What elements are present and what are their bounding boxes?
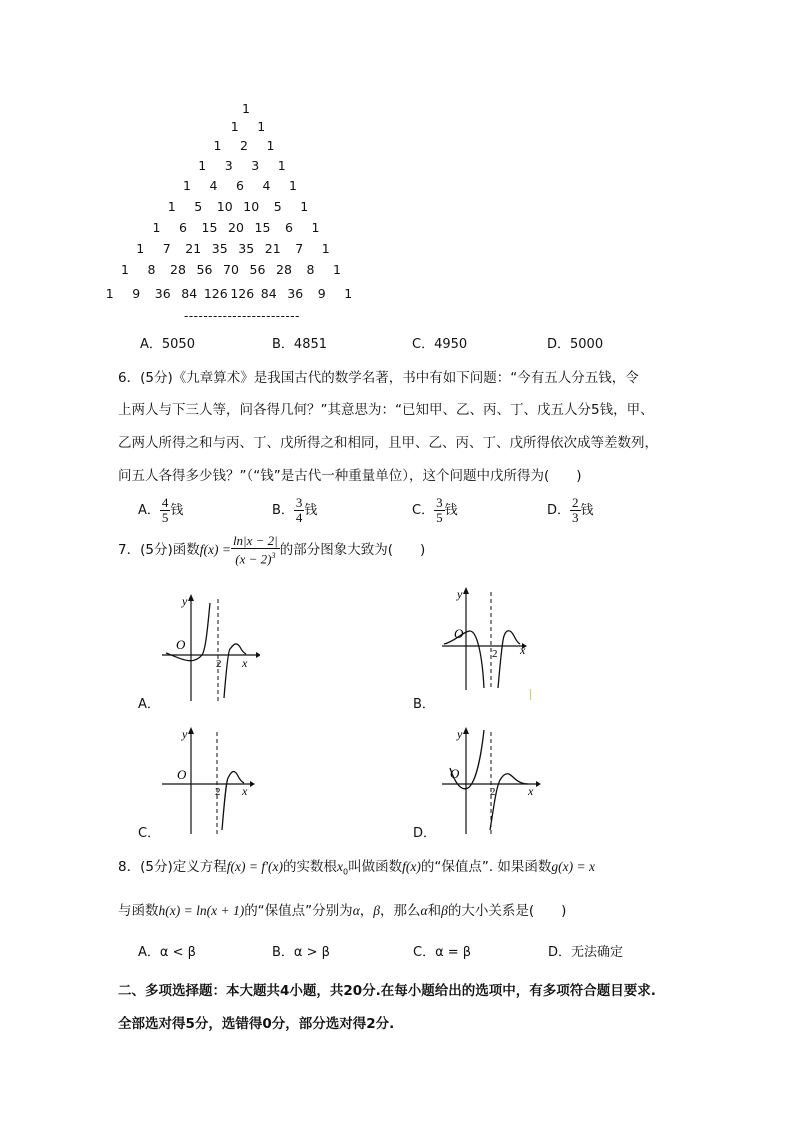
triangle-value: 9 <box>132 286 141 301</box>
triangle-value: 4 <box>209 178 218 193</box>
triangle-value: 15 <box>201 220 218 235</box>
q7-graph-a <box>160 593 260 705</box>
triangle-value: 7 <box>295 241 304 256</box>
triangle-value: 2 <box>240 138 248 153</box>
origin-label: O <box>454 626 464 641</box>
triangle-value: 126 <box>203 286 228 301</box>
triangle-value: 36 <box>287 286 304 301</box>
q5-choice-d: D．5000 <box>547 337 604 352</box>
triangle-value: 5 <box>194 199 203 214</box>
triangle-value: 7 <box>162 241 171 256</box>
q7-choice-d: D． <box>413 826 437 841</box>
y-axis-label: y <box>182 594 188 608</box>
x-axis-label: x <box>528 784 534 798</box>
q7-choice-c: C． <box>138 826 161 841</box>
triangle-value: 1 <box>152 220 161 235</box>
triangle-value: 56 <box>196 262 213 277</box>
triangle-value: 8 <box>306 262 315 277</box>
q6-choice-b: B． $\frac{3}{4}$ 钱 <box>272 495 318 525</box>
triangle-value: 6 <box>236 178 244 193</box>
triangle-value: 9 <box>317 286 326 301</box>
triangle-value: 1 <box>242 101 250 116</box>
triangle-value: 6 <box>179 220 187 235</box>
triangle-value: 5 <box>273 199 282 214</box>
x-axis-label: x <box>520 643 526 657</box>
triangle-value: 126 <box>230 286 255 301</box>
q8-line-2: 与函数h(x) = ln(x + 1)的“保值点”分别为α，β，那么α和β的大小关系是( ) <box>118 903 567 919</box>
triangle-value: 35 <box>238 241 255 256</box>
section2-line-1: 二、多项选择题：本大题共4小题，共20分.在每小题给出的选项中，有多项符合题目要求. <box>118 983 656 999</box>
q5-choice-c: C．4950 <box>412 337 468 352</box>
triangle-value: 1 <box>257 119 266 134</box>
tick-2: 2 <box>215 786 221 798</box>
triangle-value: 56 <box>249 262 266 277</box>
triangle-value: 10 <box>216 199 233 214</box>
triangle-value: 1 <box>344 286 353 301</box>
q6-line-1: 6．(5分)《九章算术》是我国古代的数学名著，书中有如下问题：“今有五人分五钱，令 <box>118 370 639 386</box>
q8-choice-c: C．α = β <box>413 945 472 960</box>
q6-line-2: 上两人与下三人等，问各得几何？”其意思为：“已知甲、乙、丙、丁、戊五人分5钱，甲、 <box>118 402 654 418</box>
q7-stem: 7．(5分)函数f(x) = $\frac{\ln|x - 2|}{(x - 2)^3}$ 的部分图象大致为( ) <box>118 533 426 567</box>
triangle-value: 1 <box>213 138 222 153</box>
triangle-value: 1 <box>136 241 145 256</box>
x-axis-label: x <box>242 656 248 670</box>
triangle-value: 1 <box>277 158 286 173</box>
triangle-value: 8 <box>147 262 156 277</box>
q5-choice-a: A．5050 <box>140 337 195 352</box>
q6-line-3: 乙两人所得之和与丙、丁、戊所得之和相同，且甲、乙、丙、丁、戊所得依次成等差数列， <box>118 435 658 451</box>
triangle-value: 84 <box>260 286 277 301</box>
triangle-value: 1 <box>311 220 320 235</box>
triangle-value: 1 <box>230 119 239 134</box>
tick-2: 2 <box>492 648 498 660</box>
triangle-value: 10 <box>243 199 260 214</box>
triangle-value: 84 <box>181 286 198 301</box>
origin-label: O <box>450 766 460 781</box>
triangle-value: 1 <box>105 286 114 301</box>
triangle-value: 1 <box>183 178 191 193</box>
q5-choice-b: B．4851 <box>272 337 328 352</box>
triangle-value: 70 <box>223 262 239 277</box>
triangle-value: 3 <box>251 158 260 173</box>
triangle-value: 4 <box>262 178 271 193</box>
q6-line-4: 问五人各得多少钱？”（“钱”是古代一种重量单位），这个问题中戊所得为( ) <box>118 468 582 484</box>
q8-choice-d: D．无法确定 <box>548 945 624 960</box>
triangle-value: 1 <box>121 262 129 277</box>
stray-mark <box>530 689 531 700</box>
y-axis-label: y <box>457 727 463 741</box>
q8-line-1: 8．(5分)定义方程f(x) = f′(x)的实数根$x_0$叫做函数f(x)的“保值点”. 如果函数g(x) = x <box>118 859 595 877</box>
triangle-value: 1 <box>289 178 297 193</box>
triangle-value: 21 <box>185 241 202 256</box>
q6-choice-d: D． $\frac{2}{3}$ 钱 <box>547 495 594 525</box>
triangle-value: 35 <box>211 241 228 256</box>
q8-choice-a: A．α < β <box>138 945 196 960</box>
origin-label: O <box>176 637 186 652</box>
triangle-dashes: ------------------------ <box>184 309 300 323</box>
x-axis-label: x <box>242 784 248 798</box>
q6-choice-a: A． $\frac{4}{5}$ 钱 <box>138 495 184 525</box>
y-axis-label: y <box>457 587 463 601</box>
tick-2: 2 <box>490 786 496 798</box>
q7-graph-b <box>440 586 540 698</box>
triangle-value: 1 <box>198 158 207 173</box>
q7-graph-c <box>160 726 260 838</box>
triangle-value: 20 <box>228 220 244 235</box>
origin-label: O <box>177 767 187 782</box>
triangle-value: 1 <box>266 138 275 153</box>
q8-choice-b: B．α > β <box>272 945 330 960</box>
triangle-value: 36 <box>154 286 171 301</box>
q7-choice-b: B． <box>413 697 435 712</box>
triangle-value: 3 <box>224 158 233 173</box>
triangle-value: 1 <box>321 241 330 256</box>
triangle-value: 6 <box>285 220 293 235</box>
y-axis-label: y <box>182 727 188 741</box>
triangle-value: 1 <box>333 262 341 277</box>
triangle-value: 28 <box>170 262 186 277</box>
q7-choice-a: A． <box>138 697 160 712</box>
triangle-value: 15 <box>254 220 271 235</box>
section2-line-2: 全部选对得5分，选错得0分，部分选对得2分. <box>118 1016 395 1032</box>
q7-graph-d <box>440 726 550 838</box>
triangle-value: 1 <box>167 199 176 214</box>
triangle-value: 1 <box>300 199 309 214</box>
triangle-value: 28 <box>276 262 292 277</box>
triangle-value: 21 <box>264 241 281 256</box>
tick-2: 2 <box>216 658 222 670</box>
q6-choice-c: C． $\frac{3}{5}$ 钱 <box>412 495 458 525</box>
